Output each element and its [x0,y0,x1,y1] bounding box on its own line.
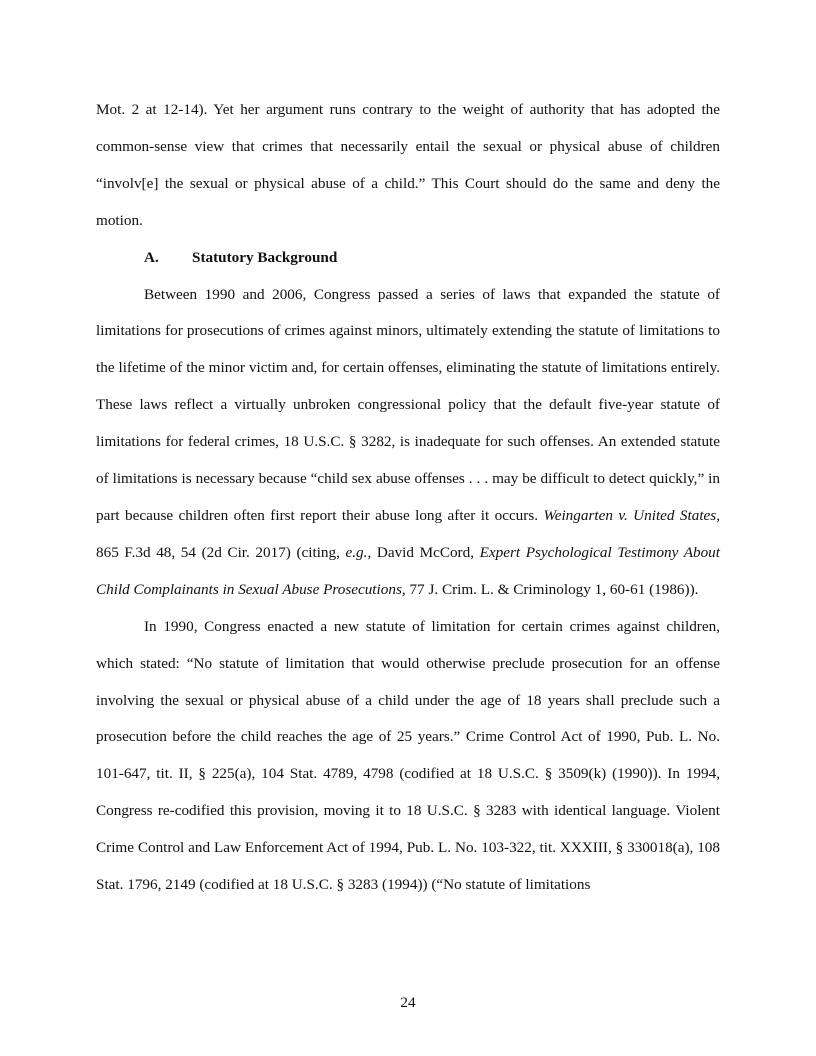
section-heading-title: Statutory Background [192,248,338,266]
paragraph-continuation: Mot. 2 at 12-14). Yet her argument runs contrary to the weight of authority that has adopted the common-sense view that crimes that necessarily entail the sexual or physical abuse of children “involv[e] the sexual or physical abuse of a child.” This Court should do the same and deny the motion. [96,101,720,229]
case-citation: , 865 F.3d 48, 54 (2d Cir. 2017) (citing, [96,506,720,561]
paragraph-statutory-history [96,277,720,609]
case-name: Weingarten v. United States [543,506,717,524]
article-citation: , 77 J. Crim. L. & Criminology 1, 60-61 (1986)). [401,580,699,598]
section-heading-number: A. [144,248,159,266]
author-name: , David McCord, [367,543,480,561]
signal-eg: e.g. [345,543,368,561]
paragraph-text: Between 1990 and 2006, Congress passed a series of laws that expanded the statute of limitations for prosecutions of crimes against minors, ultimately extending the statute of limitations to the lifetime of the minor victim and, for certain offenses, eliminating the statute of limitations entirely. These laws reflect a virtually unbroken congressional policy that the default five-year statute of limitations for federal crimes, 18 U.S.C. § 3282, is inadequate for such offenses. An extended statute of limitations is necessary because “child sex abuse offenses . . . may be difficult to detect quickly,” in part because children often first report their abuse long after it occurs. [96,285,720,524]
paragraph-1990-statute: In 1990, Congress enacted a new statute of limitation for certain crimes against children, which stated: “No statute of limitation that would otherwise preclude prosecution for an offense involving the sexual or physical abuse of a child under the age of 18 years shall preclude such a prosecution before the child reaches the age of 25 years.” Crime Control Act of 1990, Pub. L. No. 101-647, tit. II, § 225(a), 104 Stat. 4789, 4798 (codified at 18 U.S.C. § 3509(k) (1990)). In 1994, Congress re-codified this provision, moving it to 18 U.S.C. § 3283 with identical language. Violent Crime Control and Law Enforcement Act of 1994, Pub. L. No. 103-322, tit. XXXIII, § 330018(a), 108 Stat. 1796, 2149 (codified at 18 U.S.C. § 3283 (1994)) (“No statute of limitations [96,617,720,894]
page-number: 24 [400,994,416,1011]
section-heading [96,240,720,277]
article-title: Expert Psychological Testimony About Child Complainants in Sexual Abuse Prosecutions [96,543,720,598]
document-page [96,92,720,904]
